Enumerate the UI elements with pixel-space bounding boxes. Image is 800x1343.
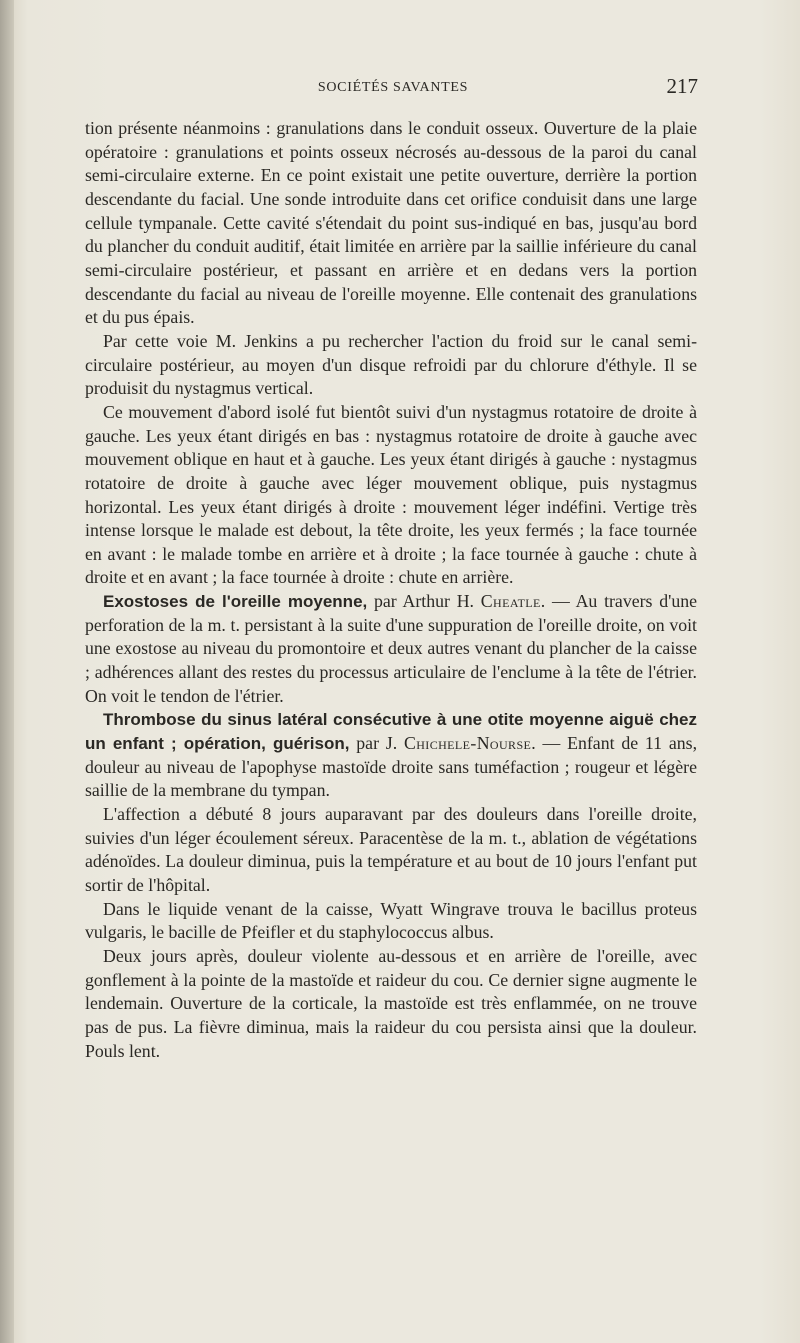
paragraph-continuation: tion présente néanmoins : granulations dans le conduit osseux. Ouverture de la plaie opératoire : granulations et points osseux nécrosés au-dessous de la paroi du canal semi-circulaire externe. En ce point existait une petite ouverture, derrière la portion descendante du facial. Une sonde introduite dans cet orifice conduisit dans une large cellule tympanale. Cette cavité s'étendait du point sus-indiqué en bas, jusqu'au bord du plancher du conduit auditif, était limitée en arrière par la saillie inférieure du canal semi-circulaire postérieur, et passant en arrière et en dedans vers la portion descendante du facial au niveau de l'oreille moyenne. Elle contenait des granulations et du pus épais. (85, 118, 697, 328)
paragraph-nystagmus: Ce mouvement d'abord isolé fut bientôt suivi d'un nystagmus rotatoire de droite à gauche. Les yeux étant dirigés en bas : nystagmus rotatoire de droite à gauche avec mouvement oblique en haut et à gauche. Les yeux étant dirigés à gauche : nystagmus rotatoire de droite à gauche avec léger mouvement oblique, puis nystagmus horizontal. Les yeux étant dirigés à droite : mouvement léger indéfini. Vertige très intense lorsque le malade est debout, la tête droite, les yeux fermés ; la face tournée en avant : le malade tombe en arrière et à droite ; la face tournée à gauche : chute à droite et en avant ; la face tournée à droite : chute en arrière. (85, 401, 697, 588)
running-title: SOCIÉTÉS SAVANTES (317, 80, 469, 95)
running-header (86, 74, 700, 102)
entry-exostoses (85, 590, 697, 708)
entry-text-exostoses: . — Au travers d'une perforation de la m. t. persistant à la suite d'une suppuration de l'oreille droite, on voit une exostose au niveau du promontoire et deux autres venant du plancher de la caisse ; adhérences allant des restes du processus articulaire de l'enclume à la tête de l'étrier. On voit le tendon de l'étrier. (85, 591, 697, 706)
body-text (85, 117, 697, 1063)
paragraph-jenkins-cold: Par cette voie M. Jenkins a pu rechercher l'action du froid sur le canal semi-circulaire postérieur, au moyen d'un disque refroidi par du chlorure d'éthyle. Il se produisit du nystagmus vertical. (85, 330, 697, 399)
paragraph-deux-jours: Deux jours après, douleur violente au-dessous et en arrière de l'oreille, avec gonflement à la pointe de la mastoïde et raideur du cou. Ce dernier signe augmente le lendemain. Ouverture de la corticale, la mastoïde est très enflammée, on ne trouve pas de pus. La fièvre diminua, mais la raideur du cou persista ainsi que la douleur. Pouls lent. (85, 945, 697, 1061)
entry-title-thrombose: Thrombose du sinus latéral consécutive à une otite moyenne aiguë chez un enfant ; opération, guérison, (85, 710, 697, 754)
entry-byline-thrombose: par J. (349, 733, 404, 754)
entry-title-exostoses: Exostoses de l'oreille moyenne, (103, 592, 368, 612)
page-binding-shadow (0, 0, 14, 1343)
entry-thrombose (85, 708, 697, 803)
entry-author-chichele-nourse: Chichele-Nourse (403, 733, 532, 754)
paragraph-affection: L'affection a débuté 8 jours auparavant par des douleurs dans l'oreille droite, suivies d'un léger écoulement séreux. Paracentèse de la m. t., ablation de végétations adénoïdes. La douleur diminua, puis la température et au bout de 10 jours l'enfant put sortir de l'hôpital. (85, 804, 697, 895)
entry-text-thrombose: . — Enfant de 11 ans, douleur au niveau de l'apophyse mastoïde droite sans tuméfaction ; rougeur et légère saillie de la membrane du tympan. (85, 733, 698, 801)
entry-author-cheatle: Cheatle (480, 591, 541, 612)
page-number: 217 (666, 74, 698, 98)
paragraph-liquide: Dans le liquide venant de la caisse, Wyatt Wingrave trouva le bacillus proteus vulgaris, le bacille de Pfeifler et du staphylococcus albus. (85, 898, 697, 943)
entry-byline-exostoses: par Arthur H. (367, 591, 481, 612)
